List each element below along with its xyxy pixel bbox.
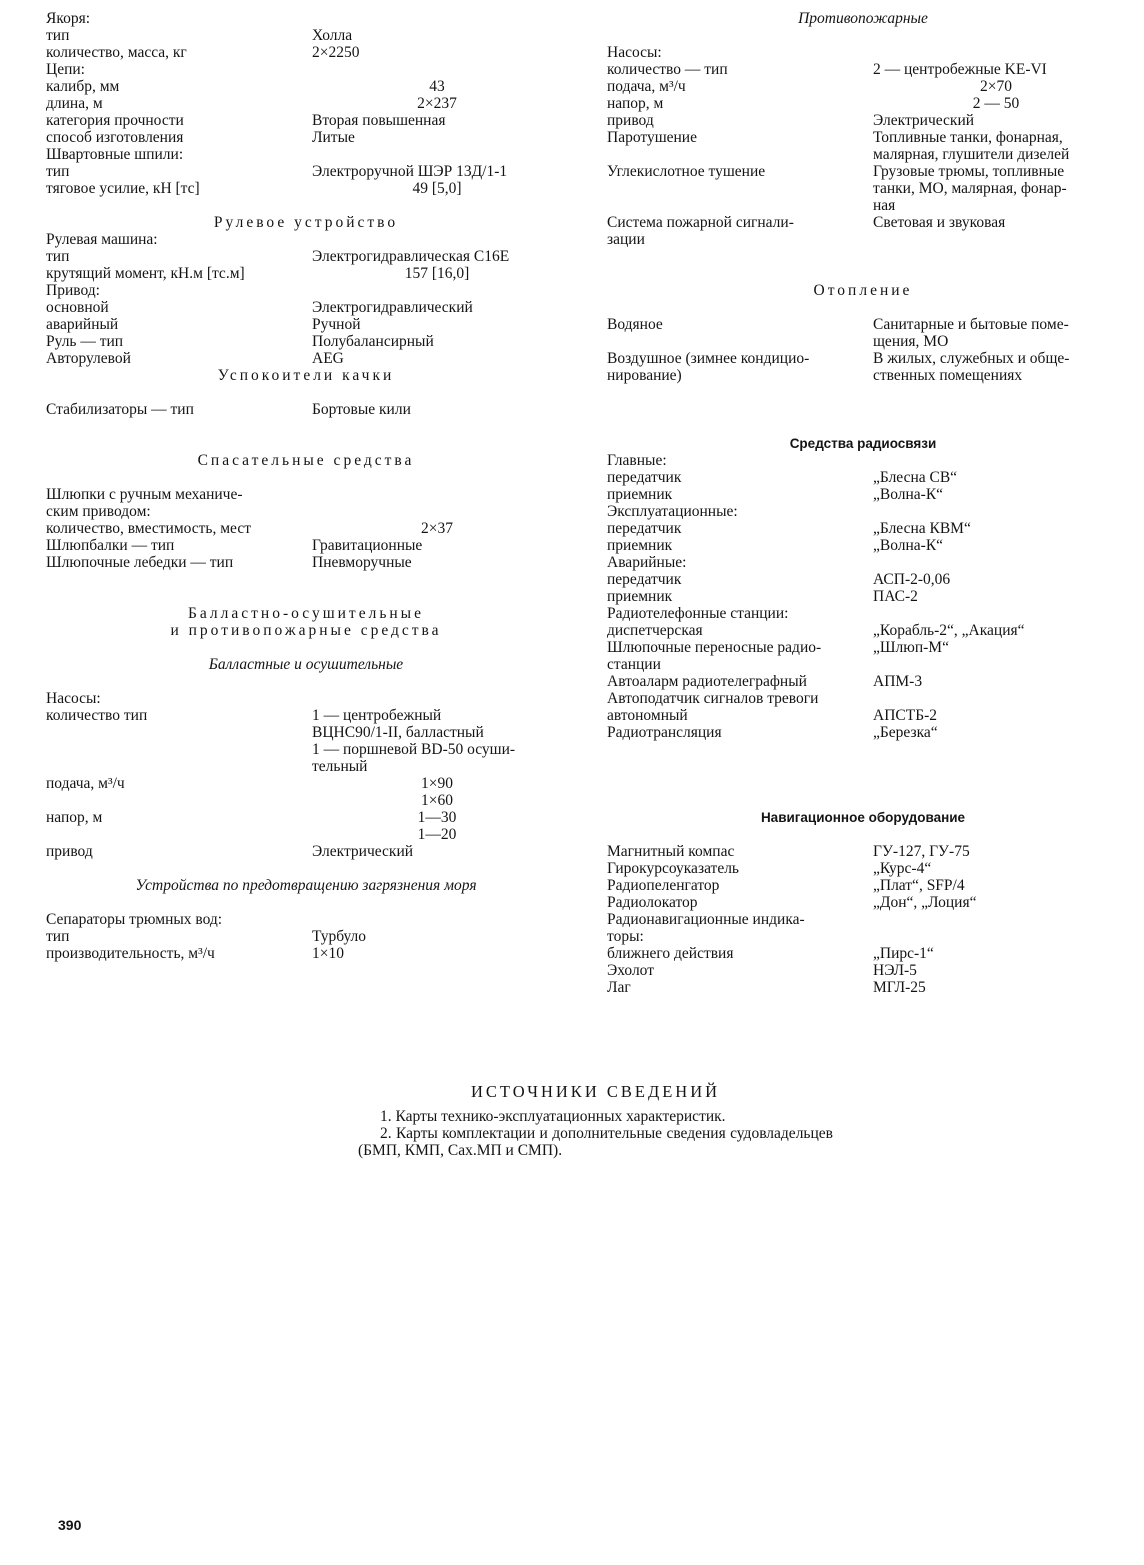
spec-row: [607, 333, 1119, 350]
spec-row: [607, 860, 1119, 877]
spec-row: [607, 537, 1119, 554]
spec-row: [607, 639, 1119, 656]
spec-label: Цепи:: [46, 61, 85, 78]
spec-label: Сепараторы трюмных вод:: [46, 911, 223, 928]
spec-row: [607, 622, 1119, 639]
spec-row: [607, 520, 1119, 537]
spec-value: 2×2250: [312, 44, 360, 61]
spec-row: [607, 843, 1119, 860]
section-heading: Рулевое устройство: [213, 214, 399, 231]
spec-row: [46, 316, 566, 333]
right-column: [607, 10, 1119, 996]
spec-row: [46, 690, 566, 707]
spec-value: АПСТБ-2: [873, 707, 938, 724]
spec-row: [46, 95, 566, 112]
spec-label: Насосы:: [607, 44, 662, 61]
spec-label: производительность, м³/ч: [46, 945, 215, 962]
spec-label: автономный: [607, 707, 688, 724]
left-column: [46, 10, 566, 962]
subsection-heading: Балластные и осушительные: [208, 656, 404, 673]
spec-label: количество, масса, кг: [46, 44, 187, 61]
spec-label: Стабилизаторы — тип: [46, 401, 194, 418]
spec-row: [607, 656, 1119, 673]
sources-section: [358, 1083, 833, 1159]
spec-row: [607, 316, 1119, 333]
spec-label: привод: [46, 843, 93, 860]
spec-label: передатчик: [607, 469, 682, 486]
spec-value: Ручной: [312, 316, 361, 333]
spec-value: „Волна-К“: [873, 486, 944, 503]
spec-row: [607, 554, 1119, 571]
spec-value: малярная, глушители дизелей: [873, 146, 1070, 163]
spec-value: ПАС-2: [873, 588, 918, 605]
spec-row: [46, 537, 566, 554]
spec-row: [607, 486, 1119, 503]
spec-row: [607, 367, 1119, 384]
spec-row: [46, 554, 566, 571]
spec-value: ственных помещениях: [873, 367, 1023, 384]
spec-label: торы:: [607, 928, 644, 945]
section-heading: Балластно-осушительные: [188, 605, 424, 622]
spec-value: Световая и звуковая: [873, 214, 1006, 231]
spec-label: Автоаларм радиотелеграфный: [607, 673, 807, 690]
spec-value: Холла: [312, 27, 353, 44]
spec-row: [46, 520, 566, 537]
spec-value: АПМ-3: [873, 673, 923, 690]
spec-value: ная: [873, 197, 896, 214]
section-heading: и противопожарные средства: [170, 622, 442, 639]
spec-row: [607, 214, 1119, 231]
spec-row: [46, 350, 566, 367]
spec-label: ским приводом:: [46, 503, 151, 520]
spec-value: Гравитационные: [312, 537, 423, 554]
spec-row: [46, 265, 566, 282]
spec-row: [46, 282, 566, 299]
spec-row: [607, 452, 1119, 469]
spec-label: Радиотелефонные станции:: [607, 605, 789, 622]
spec-label: Радиопеленгатор: [607, 877, 720, 894]
spec-label: станции: [607, 656, 661, 673]
spec-row: [46, 61, 566, 78]
spec-label: Эхолот: [607, 962, 654, 979]
spec-label: тип: [46, 27, 70, 44]
spec-value: Электрогидравлический: [312, 299, 473, 316]
spec-value: 1—20: [417, 826, 457, 843]
spacer: [607, 384, 1119, 401]
spacer: [46, 673, 566, 690]
spec-label: ближнего действия: [607, 945, 734, 962]
spacer: [607, 826, 1119, 843]
spec-label: количество — тип: [607, 61, 728, 78]
spacer: [46, 571, 566, 588]
spec-value: „Корабль-2“, „Акация“: [873, 622, 1025, 639]
spec-value: Электрический: [873, 112, 975, 129]
spec-value: танки, МО, малярная, фонар-: [873, 180, 1067, 197]
spec-row: [607, 571, 1119, 588]
spec-label: Аварийные:: [607, 554, 687, 571]
spec-row: [607, 894, 1119, 911]
spec-value: 2 — центробежные KE-VI: [873, 61, 1047, 78]
spec-label: способ изготовления: [46, 129, 184, 146]
spec-value: 49 [5,0]: [412, 180, 462, 197]
spec-row: [46, 180, 566, 197]
spec-label: Гирокурсоуказатель: [607, 860, 739, 877]
spacer: [607, 758, 1119, 775]
spec-label: Система пожарной сигнали-: [607, 214, 794, 231]
spec-label: зации: [607, 231, 645, 248]
spec-row: [46, 792, 566, 809]
spec-value: ВЦНС90/1-II, балластный: [312, 724, 484, 741]
spec-row: [607, 95, 1119, 112]
spec-label: Воздушное (зимнее кондицио-: [607, 350, 810, 367]
spec-value: Турбуло: [312, 928, 367, 945]
spec-row: [46, 78, 566, 95]
spec-row: [607, 469, 1119, 486]
spec-value: Электрический: [312, 843, 414, 860]
spec-label: Швартовные шпили:: [46, 146, 184, 163]
spec-value: „Волна-К“: [873, 537, 944, 554]
spec-row: [46, 27, 566, 44]
spec-value: Пневморучные: [312, 554, 412, 571]
spec-value: „Плат“, SFP/4: [873, 877, 965, 894]
spec-row: [46, 928, 566, 945]
spec-row: [607, 945, 1119, 962]
spec-row: [46, 248, 566, 265]
spec-label: Привод:: [46, 282, 100, 299]
spec-row: [607, 146, 1119, 163]
spec-row: [607, 197, 1119, 214]
spec-row: [607, 911, 1119, 928]
spec-row: [46, 503, 566, 520]
spec-row: [46, 758, 566, 775]
spec-label: нирование): [607, 367, 682, 384]
spec-value: 43: [429, 78, 445, 95]
spec-row: [46, 10, 566, 27]
spec-value: Полубалансирный: [312, 333, 434, 350]
spec-label: Насосы:: [46, 690, 101, 707]
spec-label: Шлюпочные лебедки — тип: [46, 554, 234, 571]
spec-value: „Шлюп-М“: [873, 639, 949, 656]
spec-label: передатчик: [607, 571, 682, 588]
spec-label: Шлюпочные переносные радио-: [607, 639, 822, 656]
spec-row: [607, 724, 1119, 741]
spec-label: Эксплуатационные:: [607, 503, 738, 520]
spec-row: [607, 877, 1119, 894]
bold-heading: Навигационное оборудование: [760, 810, 966, 825]
spacer: [607, 741, 1119, 758]
spec-value: щения, МО: [873, 333, 949, 350]
spec-label: калибр, мм: [46, 78, 120, 95]
spacer: [46, 469, 566, 486]
spec-row: [607, 962, 1119, 979]
spec-value: Грузовые трюмы, топливные: [873, 163, 1065, 180]
spec-value: „Березка“: [873, 724, 938, 741]
spec-label: длина, м: [46, 95, 103, 112]
spec-row: [46, 486, 566, 503]
spacer: [46, 197, 566, 214]
spec-value: Топливные танки, фонарная,: [873, 129, 1063, 146]
page-number: 390: [58, 1517, 82, 1533]
spec-value: 1×10: [312, 945, 344, 962]
spec-label: Шлюпки с ручным механиче-: [46, 486, 243, 503]
spec-value: Электрогидравлическая C16E: [312, 248, 510, 265]
spec-row: [46, 163, 566, 180]
spec-row: [607, 78, 1119, 95]
spec-row: [46, 843, 566, 860]
spec-label: Лаг: [607, 979, 631, 996]
spec-value: 2 — 50: [972, 95, 1020, 112]
spacer: [46, 588, 566, 605]
spec-row: [607, 673, 1119, 690]
spec-value: Санитарные и бытовые поме-: [873, 316, 1069, 333]
spacer: [46, 418, 566, 435]
spec-row: [607, 129, 1119, 146]
spec-value: В жилых, служебных и обще-: [873, 350, 1070, 367]
spec-label: тяговое усилие, кН [тс]: [46, 180, 200, 197]
spec-row: [46, 299, 566, 316]
spec-label: Водяное: [607, 316, 663, 333]
spec-label: приемник: [607, 486, 673, 503]
spec-row: [607, 690, 1119, 707]
spec-row: [607, 112, 1119, 129]
spec-row: [607, 707, 1119, 724]
spec-value: „Блесна СВ“: [873, 469, 958, 486]
spec-value: тельный: [312, 758, 368, 775]
spec-label: Авторулевой: [46, 350, 131, 367]
subsection-heading: Устройства по предотвращению загрязнения моря: [135, 877, 477, 894]
spacer: [607, 418, 1119, 435]
spec-label: тип: [46, 163, 70, 180]
spec-label: категория прочности: [46, 112, 184, 129]
spec-label: напор, м: [607, 95, 664, 112]
spec-row: [607, 44, 1119, 61]
spec-label: Якоря:: [46, 10, 91, 27]
spec-value: „Блесна КВМ“: [873, 520, 971, 537]
spacer: [607, 792, 1119, 809]
spec-value: АСП-2-0,06: [873, 571, 951, 588]
spec-label: приемник: [607, 537, 673, 554]
spec-row: [46, 945, 566, 962]
spacer: [607, 775, 1119, 792]
spacer: [46, 639, 566, 656]
spec-label: тип: [46, 248, 70, 265]
spacer: [46, 435, 566, 452]
bold-heading: Средства радиосвязи: [789, 436, 937, 451]
spec-value: ГУ-127, ГУ-75: [873, 843, 970, 860]
spacer: [607, 401, 1119, 418]
spec-label: Паротушение: [607, 129, 697, 146]
section-heading: Отопление: [813, 282, 913, 299]
spec-row: [607, 605, 1119, 622]
spec-value: 1×60: [421, 792, 453, 809]
spec-label: Руль — тип: [46, 333, 124, 350]
spec-label: Радионавигационные индика-: [607, 911, 805, 928]
spec-label: привод: [607, 112, 654, 129]
spacer: [607, 27, 1119, 44]
spec-label: Главные:: [607, 452, 667, 469]
spec-value: 157 [16,0]: [404, 265, 470, 282]
spec-label: аварийный: [46, 316, 119, 333]
spec-value: 2×237: [417, 95, 457, 112]
sources-title: ИСТОЧНИКИ СВЕДЕНИЙ: [470, 1082, 721, 1101]
spec-row: [46, 809, 566, 826]
spec-label: диспетчерская: [607, 622, 703, 639]
spec-value: 1 — центробежный: [312, 707, 442, 724]
spec-label: количество, вместимость, мест: [46, 520, 251, 537]
spec-row: [46, 231, 566, 248]
spec-row: [46, 112, 566, 129]
spec-value: 1×90: [421, 775, 453, 792]
spec-label: количество тип: [46, 707, 148, 724]
spec-row: [607, 163, 1119, 180]
spec-value: „Пирс-1“: [873, 945, 934, 962]
spec-label: Рулевая машина:: [46, 231, 158, 248]
spec-row: [46, 129, 566, 146]
spec-row: [607, 180, 1119, 197]
spacer: [46, 894, 566, 911]
spec-label: передатчик: [607, 520, 682, 537]
spec-value: Литые: [312, 129, 355, 146]
spec-value: 2×70: [980, 78, 1012, 95]
spec-row: [607, 979, 1119, 996]
spec-value: „Курс-4“: [873, 860, 932, 877]
spec-label: приемник: [607, 588, 673, 605]
spec-label: Радиотрансляция: [607, 724, 722, 741]
spec-label: Радиолокатор: [607, 894, 698, 911]
spec-label: подача, м³/ч: [607, 78, 686, 95]
spec-row: [46, 333, 566, 350]
spacer: [607, 299, 1119, 316]
spec-label: подача, м³/ч: [46, 775, 125, 792]
spec-label: Шлюпбалки — тип: [46, 537, 175, 554]
spec-row: [607, 928, 1119, 945]
spec-label: основной: [46, 299, 109, 316]
spec-row: [46, 707, 566, 724]
spec-value: 1—30: [417, 809, 457, 826]
spec-row: [607, 350, 1119, 367]
spec-row: [46, 826, 566, 843]
spec-row: [607, 231, 1119, 248]
spacer: [46, 860, 566, 877]
source-item: 2. Карты комплектации и дополнительные сведения судовладельцев (БМП, КМП, Сах.МП и СМП).: [358, 1125, 833, 1159]
spec-row: [607, 61, 1119, 78]
source-item: 1. Карты технико-эксплуатационных характеристик.: [380, 1108, 726, 1125]
spec-row: [46, 724, 566, 741]
spec-label: тип: [46, 928, 70, 945]
spec-value: AEG: [312, 350, 344, 367]
spec-row: [46, 775, 566, 792]
spec-value: Электроручной ШЭР 13Д/1-1: [312, 163, 508, 180]
spec-row: [46, 911, 566, 928]
spec-value: Вторая повышенная: [312, 112, 446, 129]
spec-value: НЭЛ-5: [873, 962, 917, 979]
spec-value: 1 — поршневой BD-50 осуши-: [312, 741, 516, 758]
spec-label: Автоподатчик сигналов тревоги: [607, 690, 819, 707]
section-heading: Успокоители качки: [217, 367, 395, 384]
spec-label: крутящий момент, кН.м [тс.м]: [46, 265, 245, 282]
spec-label: напор, м: [46, 809, 103, 826]
subsection-heading: Противопожарные: [798, 10, 928, 27]
spec-row: [46, 44, 566, 61]
spec-value: Бортовые кили: [312, 401, 411, 418]
spec-label: Магнитный компас: [607, 843, 735, 860]
section-heading: Спасательные средства: [197, 452, 415, 469]
spacer: [607, 265, 1119, 282]
spec-row: [46, 741, 566, 758]
spec-value: МГЛ-25: [873, 979, 926, 996]
spec-row: [607, 588, 1119, 605]
spec-value: „Дон“, „Лоция“: [873, 894, 977, 911]
spec-row: [607, 503, 1119, 520]
spec-value: 2×37: [421, 520, 453, 537]
spacer: [607, 248, 1119, 265]
spec-row: [46, 401, 566, 418]
spec-row: [46, 146, 566, 163]
spacer: [46, 384, 566, 401]
spec-label: Углекислотное тушение: [607, 163, 766, 180]
